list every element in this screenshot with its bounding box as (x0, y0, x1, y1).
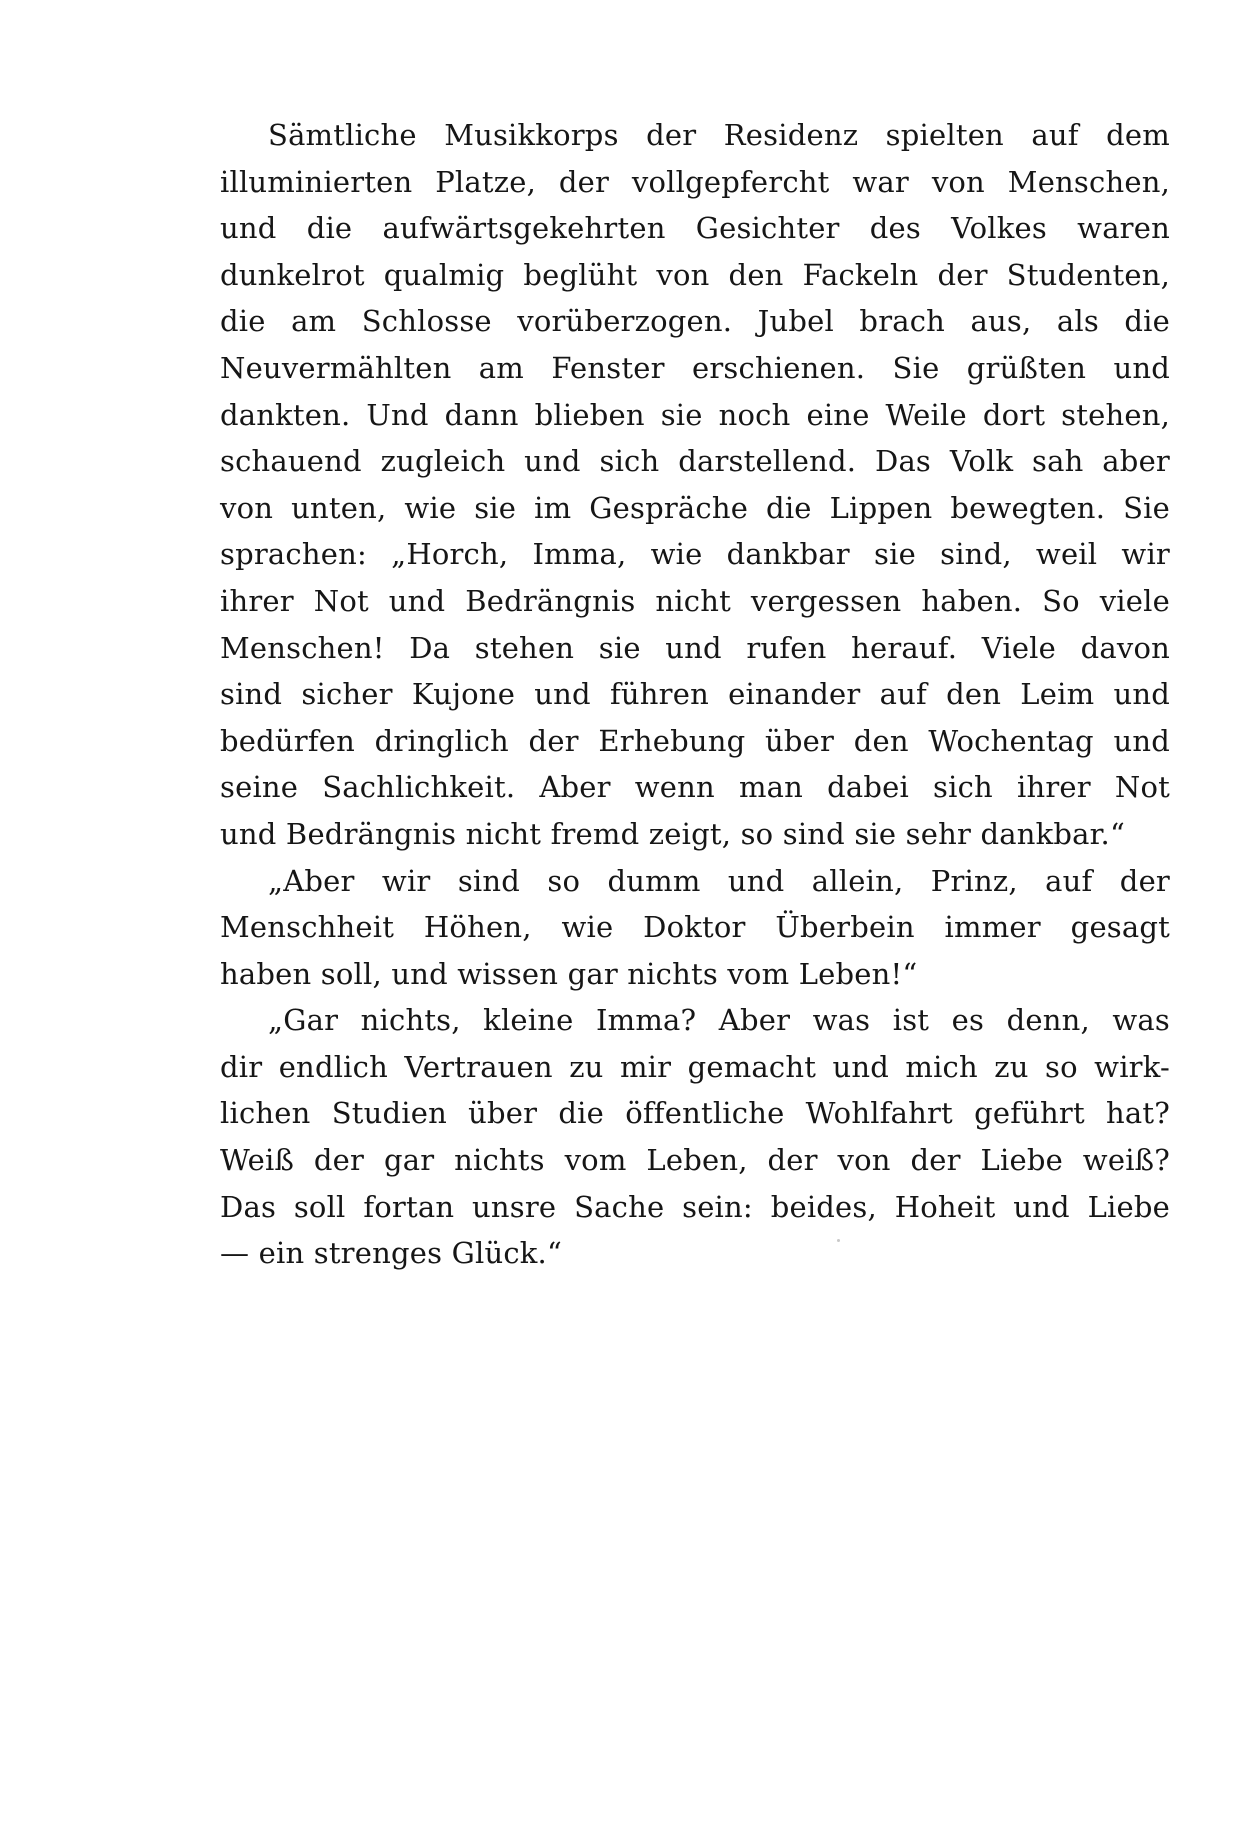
paragraph (220, 997, 1170, 1277)
text-line: schauend zugleich und sich darstellend. Das Volk sah aber (220, 444, 1170, 479)
text-line: sind sicher Kujone und führen einander auf den Leim und (220, 677, 1170, 712)
text-line: „Aber wir sind so dumm und allein, Prinz, auf der (268, 863, 1170, 898)
text-line: haben soll, und wissen gar nichts vom Leben!“ (220, 956, 918, 991)
text-line: und die aufwärtsgekehrten Gesichter des Volkes waren (220, 211, 1170, 246)
scan-speck (837, 1239, 840, 1242)
text-line: ihrer Not und Bedrängnis nicht vergessen haben. So viele (220, 583, 1170, 618)
text-line: dankten. Und dann blieben sie noch eine Weile dort stehen, (220, 397, 1170, 432)
text-line: Weiß der gar nichts vom Leben, der von der Liebe weiß? (220, 1143, 1170, 1178)
body-text (220, 112, 1170, 1277)
text-line: Menschheit Höhen, wie Doktor Überbein immer gesagt (220, 910, 1170, 945)
text-line: — ein strenges Glück.“ (220, 1236, 562, 1271)
text-line: „Gar nichts, kleine Imma? Aber was ist es denn, was (268, 1003, 1170, 1038)
text-line: illuminierten Platze, der vollgepfercht war von Menschen, (220, 164, 1170, 199)
text-line: und Bedrängnis nicht fremd zeigt, so sind sie sehr dankbar.“ (220, 816, 1125, 851)
paragraph (220, 112, 1170, 858)
text-line: Neuvermählten am Fenster erschienen. Sie grüßten und (220, 350, 1170, 385)
text-line: Sämtliche Musikkorps der Residenz spielten auf dem (268, 118, 1170, 152)
text-line: seine Sachlichkeit. Aber wenn man dabei sich ihrer Not (220, 770, 1170, 805)
text-line: sprachen: „Horch, Imma, wie dankbar sie sind, weil wir (220, 537, 1170, 572)
text-line: Menschen! Da stehen sie und rufen herauf. Viele davon (220, 630, 1170, 665)
text-line: von unten, wie sie im Gespräche die Lippen bewegten. Sie (220, 490, 1170, 525)
text-line: Das soll fortan unsre Sache sein: beides, Hoheit und Liebe (220, 1189, 1170, 1224)
text-line: die am Schlosse vorüberzogen. Jubel brach aus, als die (220, 304, 1170, 339)
text-line: dir endlich Vertrauen zu mir gemacht und mich zu so wirk- (220, 1049, 1170, 1084)
text-line: bedürfen dringlich der Erhebung über den Wochentag und (220, 723, 1170, 758)
text-line: dunkelrot qualmig beglüht von den Fackeln der Studenten, (220, 257, 1170, 292)
text-line: lichen Studien über die öffentliche Wohlfahrt geführt hat? (220, 1096, 1170, 1131)
paragraph (220, 858, 1170, 998)
